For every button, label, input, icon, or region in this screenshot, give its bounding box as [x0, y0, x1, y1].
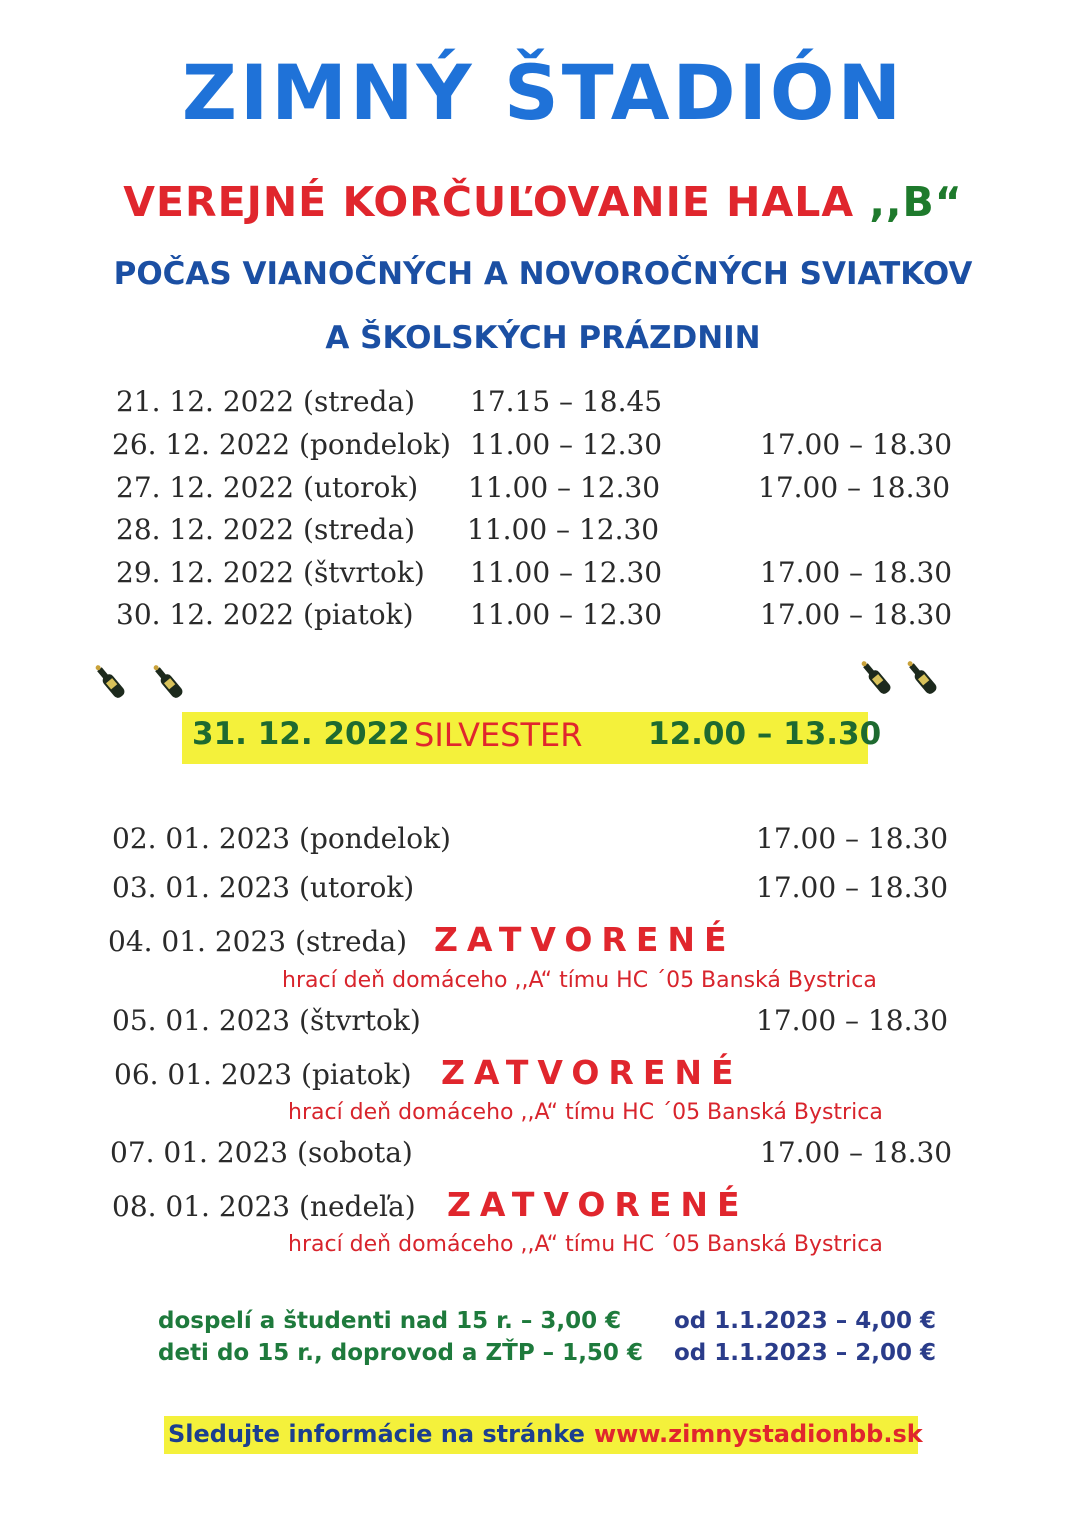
dec-row-2-time1: 11.00 – 12.30 [470, 428, 663, 461]
footer-text: Sledujte informácie na stránke [168, 1420, 585, 1448]
silvester-label: SILVESTER [414, 716, 583, 754]
dec-row-6-time1: 11.00 – 12.30 [470, 598, 663, 631]
jan-row-1-date: 02. 01. 2023 (pondelok) [112, 822, 451, 855]
jan-row-2-time: 17.00 – 18.30 [756, 871, 949, 904]
champagne-bottle-icon [146, 660, 192, 706]
dec-row-1-time1: 17.15 – 18.45 [470, 385, 663, 418]
closed-label: ZATVORENÉ [434, 920, 736, 959]
dec-row-5-time1: 11.00 – 12.30 [470, 556, 663, 589]
champagne-bottle-icon [88, 660, 134, 706]
silvester-date: 31. 12. 2022 [192, 716, 410, 752]
dec-row-3-date: 27. 12. 2022 (utorok) [116, 471, 419, 504]
closed-note: hrací deň domáceho ,,A“ tímu HC ´05 Banská Bystrica [288, 1100, 883, 1125]
dec-row-6-time2: 17.00 – 18.30 [760, 598, 953, 631]
jan-row-4-time: 17.00 – 18.30 [756, 1004, 949, 1037]
price-children: deti do 15 r., doprovod a ZŤP – 1,50 € [158, 1340, 643, 1366]
silvester-banner [182, 712, 882, 764]
dec-row-6-date: 30. 12. 2022 (piatok) [116, 598, 414, 631]
price-children-new: od 1.1.2023 – 2,00 € [674, 1340, 937, 1366]
dec-row-5-time2: 17.00 – 18.30 [760, 556, 953, 589]
hall-label: ,,B“ [869, 178, 963, 226]
jan-row-5-date: 06. 01. 2023 (piatok) [114, 1058, 412, 1091]
page-title: ZIMNÝ ŠTADIÓN [181, 48, 905, 137]
closed-note: hrací deň domáceho ,,A“ tímu HC ´05 Banská Bystrica [282, 968, 877, 993]
dec-row-3-time2: 17.00 – 18.30 [758, 471, 951, 504]
heading-line-1: POČAS VIANOČNÝCH A NOVOROČNÝCH SVIATKOV [113, 256, 973, 292]
jan-row-4-date: 05. 01. 2023 (štvrtok) [112, 1004, 421, 1037]
dec-row-3-time1: 11.00 – 12.30 [468, 471, 661, 504]
dec-row-2-date: 26. 12. 2022 (pondelok) [112, 428, 451, 461]
dec-row-2-time2: 17.00 – 18.30 [760, 428, 953, 461]
champagne-bottle-icon [854, 656, 900, 702]
dec-row-4-time1: 11.00 – 12.30 [467, 513, 660, 546]
footer-banner [164, 1416, 923, 1454]
jan-row-6-date: 07. 01. 2023 (sobota) [110, 1136, 413, 1169]
subtitle [0, 178, 1086, 226]
closed-label: ZATVORENÉ [447, 1185, 749, 1224]
jan-row-6-time: 17.00 – 18.30 [760, 1136, 953, 1169]
price-adults-new: od 1.1.2023 – 4,00 € [674, 1308, 937, 1334]
dec-row-4-date: 28. 12. 2022 (streda) [116, 513, 416, 546]
website-link[interactable]: www.zimnystadionbb.sk [594, 1420, 923, 1448]
heading-line-2: A ŠKOLSKÝCH PRÁZDNIN [325, 320, 761, 356]
jan-row-2-date: 03. 01. 2023 (utorok) [112, 871, 415, 904]
jan-row-3-date: 04. 01. 2023 (streda) [108, 925, 408, 958]
subtitle-text: VEREJNÉ KORČUĽOVANIE HALA [123, 178, 855, 226]
jan-row-7-date: 08. 01. 2023 (nedeľa) [112, 1190, 416, 1223]
jan-row-1-time: 17.00 – 18.30 [756, 822, 949, 855]
champagne-bottle-icon [900, 656, 946, 702]
closed-note: hrací deň domáceho ,,A“ tímu HC ´05 Banská Bystrica [288, 1232, 883, 1257]
closed-label: ZATVORENÉ [441, 1053, 743, 1092]
price-adults: dospelí a študenti nad 15 r. – 3,00 € [158, 1308, 622, 1334]
silvester-time: 12.00 – 13.30 [648, 716, 882, 752]
dec-row-5-date: 29. 12. 2022 (štvrtok) [116, 556, 425, 589]
dec-row-1-date: 21. 12. 2022 (streda) [116, 385, 416, 418]
